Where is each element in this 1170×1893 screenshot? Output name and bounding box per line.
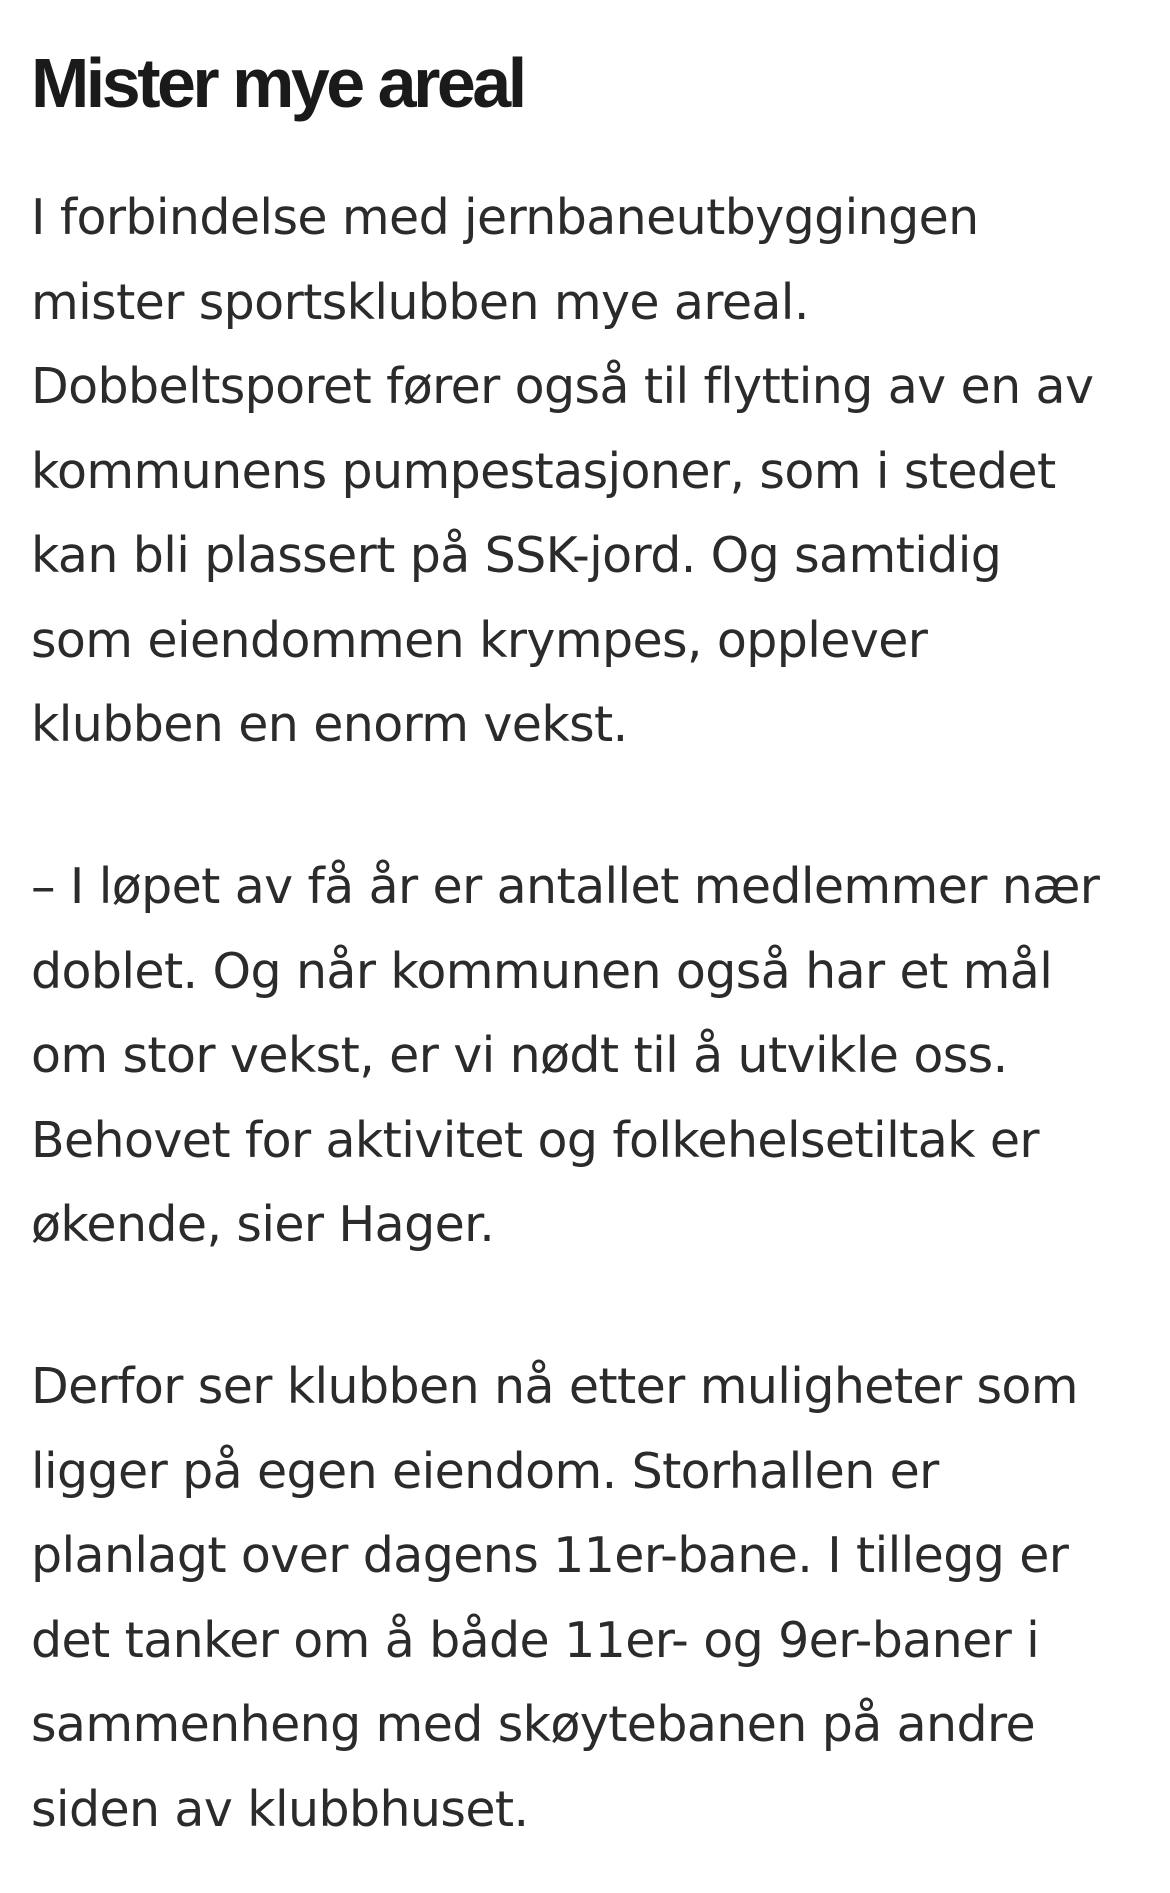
paragraph-line: om stor vekst, er vi nødt til å utvikle oss. (31, 1027, 1008, 1084)
paragraph-line: sammenheng med skøytebanen på andre (31, 1696, 1036, 1753)
paragraph-line: siden av klubbhuset. (31, 1780, 529, 1838)
paragraph-line: klubben en enorm vekst. (31, 696, 628, 753)
paragraph-line: mister sportsklubben mye areal. (31, 273, 809, 331)
paragraph-3 (31, 1345, 1146, 1852)
paragraph-2-quote (31, 845, 1146, 1268)
section-heading: Mister mye areal (31, 44, 524, 122)
paragraph-line: kommunens pumpestasjoner, som i stedet (31, 442, 1056, 500)
paragraph-line: doblet. Og når kommunen også har et mål (31, 942, 1053, 1000)
paragraph-line: Behovet for aktivitet og folkehelsetiltak er (31, 1111, 1039, 1169)
paragraph-line: kan bli plassert på SSK-jord. Og samtidig (31, 527, 1002, 584)
paragraph-line: Derfor ser klubben nå etter muligheter som (31, 1358, 1078, 1415)
paragraph-line: som eiendommen krympes, opplever (31, 611, 928, 669)
paragraph-line: ligger på egen eiendom. Storhallen er (31, 1442, 939, 1500)
paragraph-line: – I løpet av få år er antallet medlemmer nær (31, 858, 1100, 915)
paragraph-line: Dobbeltsporet fører også til flytting av en av (31, 358, 1094, 415)
paragraph-1 (31, 176, 1146, 768)
paragraph-line: det tanker om å både 11er- og 9er-baner i (31, 1611, 1040, 1669)
paragraph-line: I forbindelse med jernbaneutbyggingen (31, 189, 979, 246)
paragraph-line: planlagt over dagens 11er-bane. I tillegg er (31, 1527, 1069, 1584)
paragraph-line: økende, sier Hager. (31, 1196, 495, 1253)
